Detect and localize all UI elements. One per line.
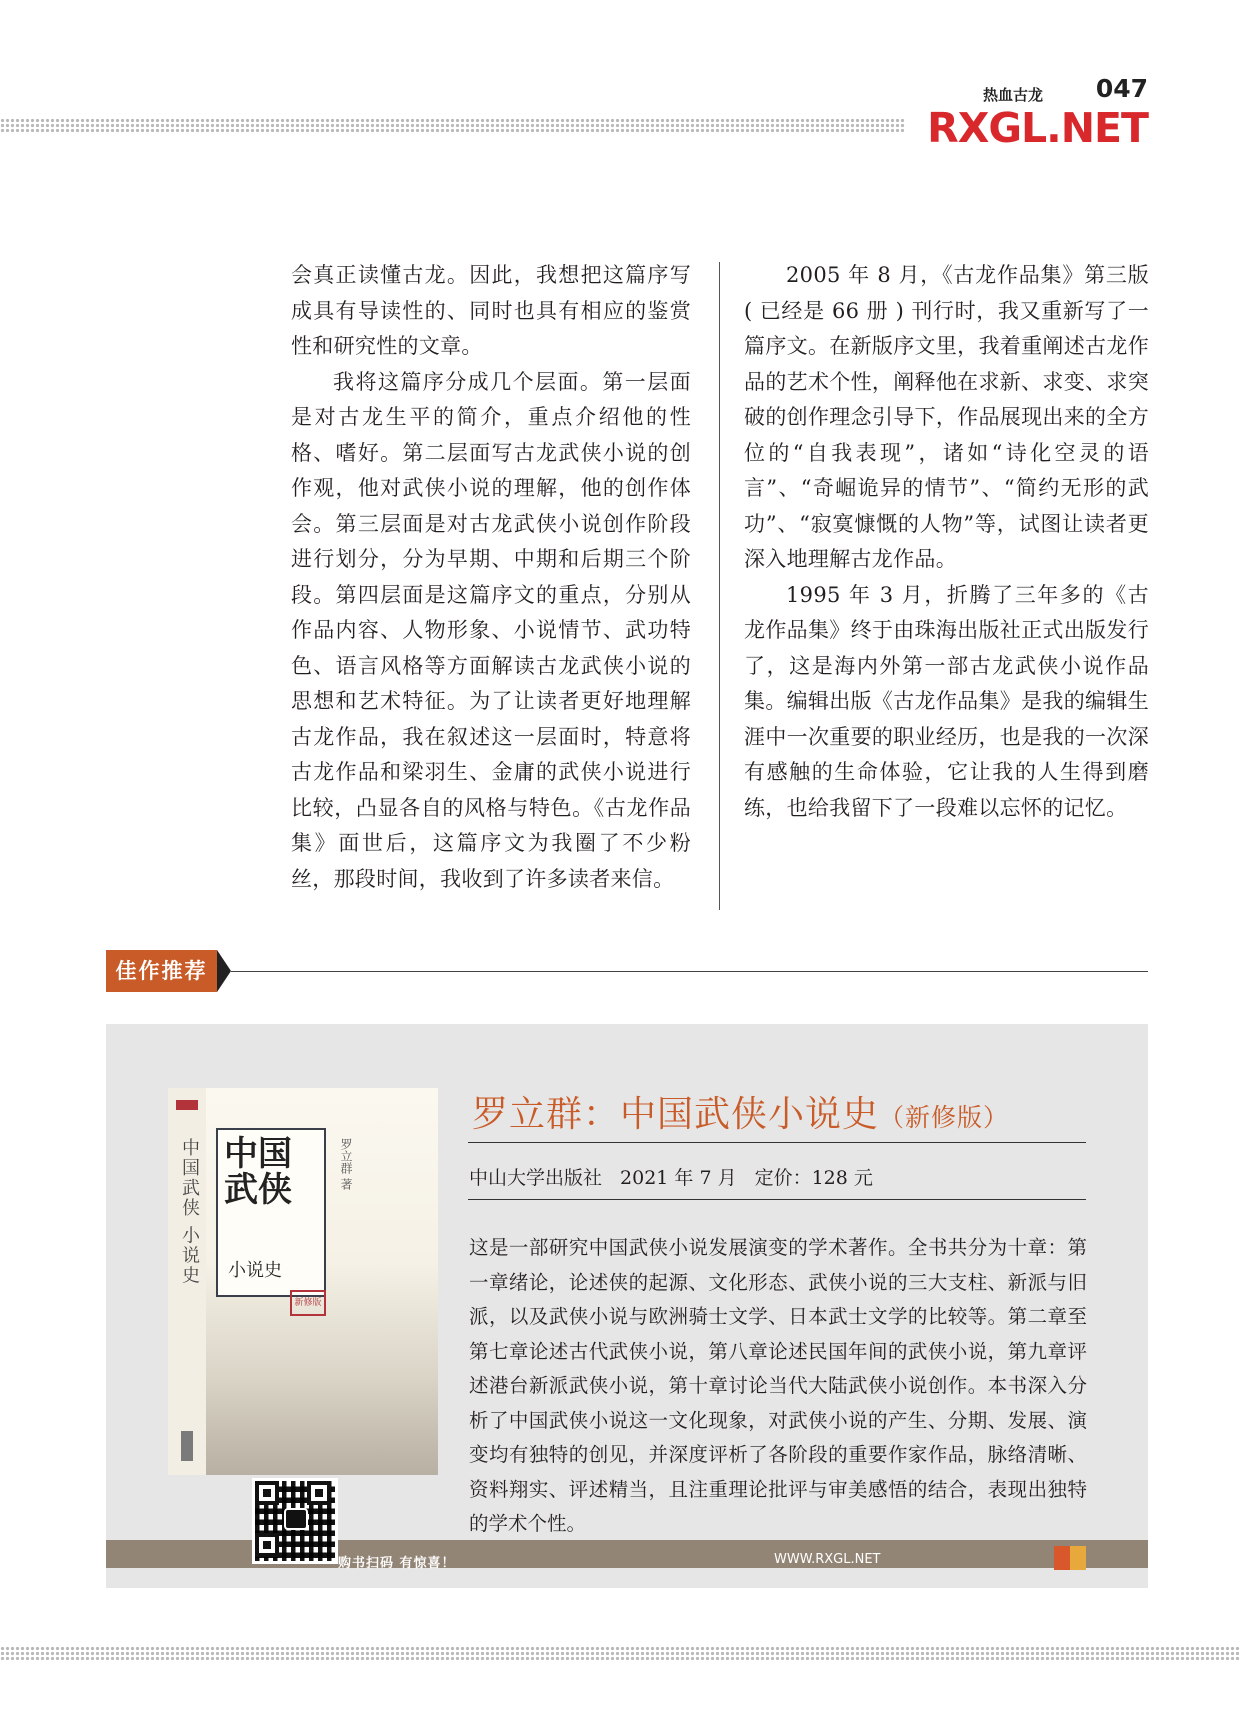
paragraph: 2005 年 8 月，《古龙作品集》第三版 ( 已经是 66 册 ) 刊行时，我又重新写了一篇序文。在新版序文里，我着重阐述古龙作品的艺术个性，阐释他在求新、求变、求突破的创作理念引导下，作品展现出来的全方位的“自我表现”，诸如“诗化空灵的语言”、“奇崛诡异的情节”、“简约无形的武功”、“寂寞慷慨的人物”等，试图让读者更深入地理解古龙作品。 [744, 263, 1149, 571]
cover-seal: 新修版 [290, 1290, 326, 1316]
column-divider [719, 262, 720, 910]
cover-subtitle: 小说史 [228, 1260, 282, 1281]
book-meta [469, 1163, 891, 1190]
footer-dotted-rule [0, 1646, 1240, 1660]
book-date: 2021 年 7 月 [620, 1167, 737, 1189]
page-number: 047 [1095, 74, 1148, 103]
book-spine [168, 1088, 207, 1475]
brand-square-orange [1054, 1546, 1070, 1570]
book-title-main: 罗立群：中国武侠小说史 [472, 1094, 880, 1135]
qr-finder-bottom-left [255, 1533, 279, 1557]
cover-title: 中国武侠 [224, 1134, 292, 1210]
header-dotted-rule [0, 118, 905, 132]
book-publisher: 中山大学出版社 [469, 1167, 603, 1189]
qr-finder-top-right [307, 1481, 331, 1505]
article-column-left [291, 258, 691, 897]
meta-rule-bottom [468, 1199, 1086, 1200]
qr-finder-top-left [255, 1481, 279, 1505]
magazine-title: 热血古龙 [982, 86, 1043, 104]
section-tag-arrow [217, 950, 231, 992]
book-title [472, 1086, 1009, 1137]
book-cover-image [168, 1088, 438, 1475]
section-tag: 佳作推荐 [106, 950, 217, 992]
spine-badge [176, 1100, 198, 1110]
paragraph: 1995 年 3 月，折腾了三年多的《古龙作品集》终于由珠海出版社正式出版发行了，这是海内外第一部古龙武侠小说作品集。编辑出版《古龙作品集》是我的编辑生涯中一次重要的职业经历，也是我的一次深有感触的生命体验，它让我的人生得到磨练，也给我留下了一段难以忘怀的记忆。 [744, 582, 1149, 820]
book-price: 定价：128 元 [754, 1167, 873, 1189]
site-logo: RXGL.NET [927, 104, 1148, 152]
promo-bottom-strip [106, 1568, 1148, 1588]
scan-label: 购书扫码 有惊喜！ [338, 1556, 456, 1571]
article-column-right [744, 258, 1149, 826]
spine-publisher-mark [181, 1431, 193, 1461]
spine-title: 中国武侠 小说史 [179, 1138, 200, 1286]
meta-rule-top [468, 1142, 1086, 1143]
section-rule [231, 971, 1148, 972]
wechat-icon [284, 1508, 308, 1530]
book-title-edition: （新修版） [879, 1103, 1010, 1132]
paragraph: 我将这篇序分成几个层面。第一层面是对古龙生平的简介，重点介绍他的性格、嗜好。第二层面写古龙武侠小说的创作观，他对武侠小说的理解，他的创作体会。第三层面是对古龙武侠小说创作阶段进行划分，分为早期、中期和后期三个阶段。第四层面是这篇序文的重点，分别从作品内容、人物形象、小说情节、武功特色、语言风格等方面解读古龙武侠小说的思想和艺术特征。为了让读者更好地理解古龙作品，我在叙述这一层面时，特意将古龙作品和梁羽生、金庸的武侠小说进行比较，凸显各自的风格与特色。《古龙作品集》面世后，这篇序文为我圈了不少粉丝，那段时间，我收到了许多读者来信。 [291, 369, 691, 891]
cover-author: 罗立群 著 [339, 1138, 353, 1190]
paragraph: 会真正读懂古龙。因此，我想把这篇序写成具有导读性的、同时也具有相应的鉴赏性和研究性的文章。 [291, 263, 691, 358]
website-link[interactable]: WWW.RXGL.NET [774, 1552, 881, 1567]
brand-square-yellow [1070, 1546, 1086, 1570]
book-description: 这是一部研究中国武侠小说发展演变的学术著作。全书共分为十章：第一章绪论，论述侠的起源、文化形态、武侠小说的三大支柱、新派与旧派，以及武侠小说与欧洲骑士文学、日本武士文学的比较等。第二章至第七章论述古代武侠小说，第八章论述民国年间的武侠小说，第九章评述港台新派武侠小说，第十章讨论当代大陆武侠小说创作。本书深入分析了中国武侠小说这一文化现象，对武侠小说的产生、分期、发展、演变均有独特的创见，并深度评析了各阶段的重要作家作品，脉络清晰、资料翔实、评述精当，且注重理论批评与审美感悟的结合，表现出独特的学术个性。 [469, 1236, 1087, 1535]
